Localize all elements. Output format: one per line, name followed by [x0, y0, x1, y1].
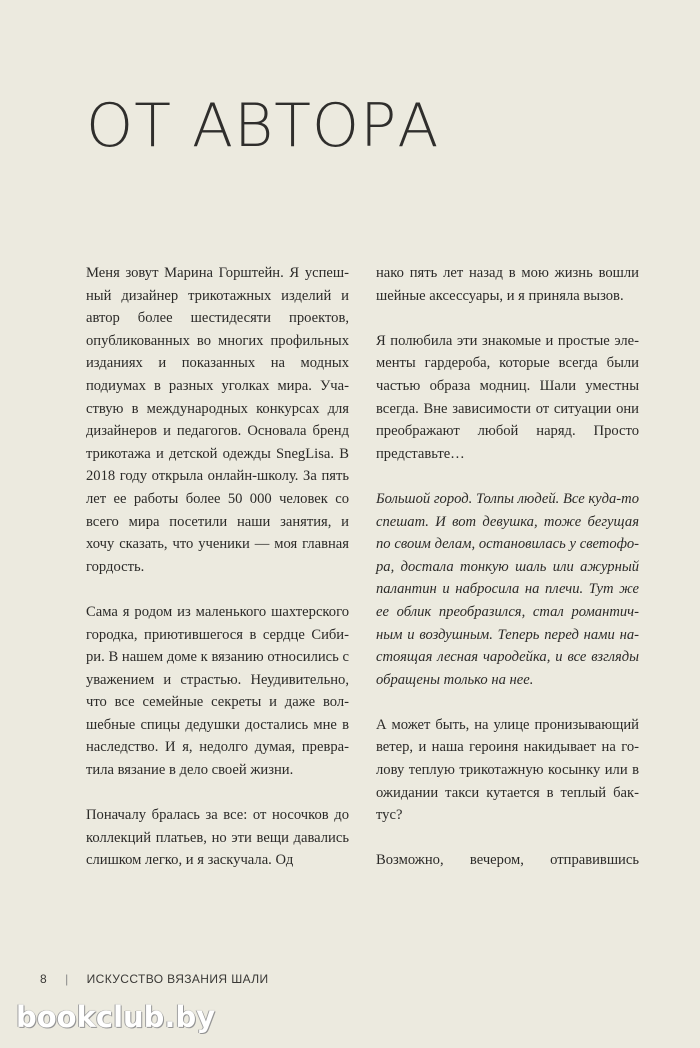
paragraph-evening: Возможно, вечером, отправившись: [376, 852, 639, 869]
watermark-logo: bookclub.by: [16, 1000, 216, 1034]
left-column: [86, 262, 349, 895]
paragraph-intro: Меня зовут Марина Горштейн. Я успешный дизайнер трикотажных изделий и автор более шестидесяти проектов, опубликованных во многих профильных изданиях и показанных на модных подиумах в разных уголках мира. Участвую в международных конкурсах для дизайнеров и педагогов. Основала бренд трикотажа и детской одежды SnegLisa. В 2018 году открыла онлайн-школу. За пять лет ее работы более 50 000 человек со всего мира посетили наши занятия, и хочу сказать, что ученики — моя главная гордость.: [86, 265, 349, 575]
footer-separator: |: [65, 972, 69, 986]
right-column: [376, 262, 639, 895]
paragraph-wardrobe: Я полюбила эти знакомые и простые элементы гардероба, которые всегда были частью образа модниц. Шали уместны всегда. Вне зависимости от ситуации они преображают любой наряд. Просто представьте…: [376, 332, 639, 462]
paragraph-continuation: нако пять лет назад в мою жизнь вошли шейные аксессуары, и я приняла вызов.: [376, 265, 639, 304]
paragraph-origin: Сама я родом из маленького шахтерского городка, приютившегося в сердце Сибири. В нашем доме к вязанию относились с уважением и страстью. Неудивительно, что все семейные секреты и даже волшебные спицы дедушки достались мне в наследство. И я, недолго думая, превратила вязание в дело своей жизни.: [86, 603, 349, 779]
paragraph-city-scene: Большой город. Толпы людей. Все куда-то спешат. И вот девушка, тоже бегущая по своим делам, остановилась у светофора, достала тонкую шаль или ажурный палантин и набросила на плечи. Тут же ее облик преобразился, стал романтичным и воздушным. Теперь перед нами настоящая лесная чародейка, и все взгляды обращены только на нее.: [376, 490, 639, 688]
running-title: ИСКУССТВО ВЯЗАНИЯ ШАЛИ: [86, 972, 269, 986]
page-footer: [40, 972, 269, 986]
paragraph-beginning: Поначалу бралась за все: от носочков до коллекций платьев, но эти вещи давались слишком легко, и я заскучала. Од: [86, 807, 349, 869]
page-title: ОТ АВТОРА: [86, 91, 440, 161]
paragraph-wind: А может быть, на улице пронизывающий ветер, и наша героиня накидывает на голову теплую трикотажную косынку или в ожидании такси кутается в теплый бактус?: [376, 716, 639, 824]
page-number: 8: [40, 972, 48, 986]
